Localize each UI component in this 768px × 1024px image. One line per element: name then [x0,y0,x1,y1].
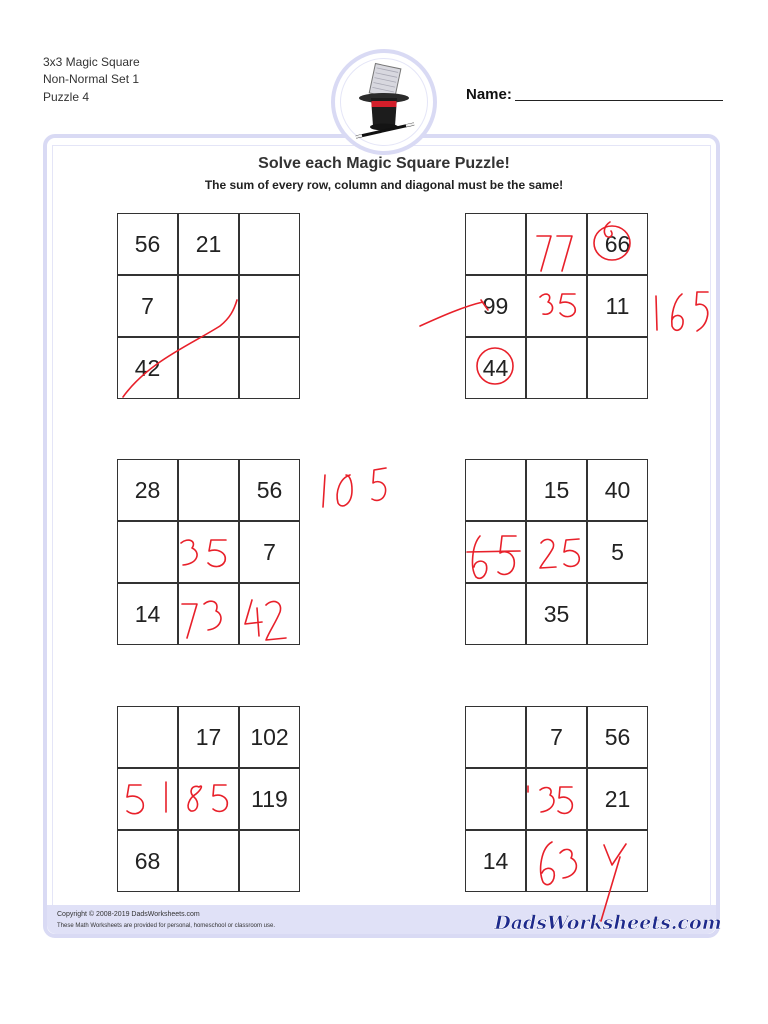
worksheet-instructions: The sum of every row, column and diagonal must be the same! [204,178,564,192]
magic-square-6 [465,706,648,893]
grid-cell[interactable] [178,337,239,399]
grid-cell[interactable] [465,521,526,583]
copyright-text: Copyright © 2008-2019 DadsWorksheets.com [57,911,200,918]
grid-cell[interactable] [526,337,587,399]
worksheet-type-label: 3x3 Magic Square [43,55,140,69]
grid-cell[interactable]: 56 [239,459,300,521]
grid-cell[interactable]: 7 [526,706,587,768]
grid-cell[interactable]: 21 [587,768,648,830]
site-logo [494,906,722,938]
name-label: Name: [466,86,512,103]
grid-cell[interactable] [117,706,178,768]
grid-cell[interactable] [587,830,648,892]
name-write-line [515,100,723,101]
grid-cell[interactable] [526,768,587,830]
puzzle-number-label: Puzzle 4 [43,90,90,104]
site-logo-text: DadsWorksheets.com [494,912,722,934]
grid-cell[interactable] [526,275,587,337]
grid-cell[interactable]: 17 [178,706,239,768]
grid-cell[interactable]: 66 [587,213,648,275]
grid-cell[interactable] [526,830,587,892]
magic-square-3 [117,459,300,646]
grid-cell[interactable]: 7 [117,275,178,337]
grid-cell[interactable]: 56 [117,213,178,275]
grid-cell[interactable] [465,583,526,645]
worksheet-title: Solve each Magic Square Puzzle! [258,155,510,172]
grid-cell[interactable]: 119 [239,768,300,830]
grid-cell[interactable] [178,583,239,645]
grid-cell[interactable] [117,521,178,583]
grid-cell[interactable] [465,459,526,521]
magic-square-2 [465,213,648,400]
grid-cell[interactable] [239,583,300,645]
grid-cell[interactable]: 40 [587,459,648,521]
grid-cell[interactable] [465,213,526,275]
grid-cell[interactable]: 14 [117,583,178,645]
grid-cell[interactable] [239,337,300,399]
grid-cell[interactable] [587,337,648,399]
grid-cell[interactable]: 14 [465,830,526,892]
grid-cell[interactable] [178,830,239,892]
grid-cell[interactable] [178,275,239,337]
grid-cell[interactable]: 5 [587,521,648,583]
grid-cell[interactable] [178,768,239,830]
grid-cell[interactable]: 7 [239,521,300,583]
grid-cell[interactable]: 35 [526,583,587,645]
grid-cell[interactable] [178,521,239,583]
grid-cell[interactable]: 11 [587,275,648,337]
grid-cell[interactable] [587,583,648,645]
magic-hat-icon [340,58,428,146]
grid-cell[interactable]: 15 [526,459,587,521]
worksheet-set-label: Non-Normal Set 1 [43,72,140,86]
grid-cell[interactable]: 44 [465,337,526,399]
grid-cell[interactable]: 99 [465,275,526,337]
grid-cell[interactable]: 102 [239,706,300,768]
grid-cell[interactable] [239,275,300,337]
grid-cell[interactable]: 68 [117,830,178,892]
magic-square-5 [117,706,300,893]
grid-cell[interactable] [526,213,587,275]
grid-cell[interactable] [178,459,239,521]
grid-cell[interactable] [117,768,178,830]
grid-cell[interactable]: 56 [587,706,648,768]
grid-cell[interactable] [465,768,526,830]
grid-cell[interactable] [465,706,526,768]
magic-square-1 [117,213,300,400]
grid-cell[interactable] [526,521,587,583]
usage-disclaimer: These Math Worksheets are provided for personal, homeschool or classroom use. [57,923,275,929]
grid-cell[interactable]: 42 [117,337,178,399]
grid-cell[interactable] [239,830,300,892]
grid-cell[interactable] [239,213,300,275]
grid-cell[interactable]: 28 [117,459,178,521]
magic-square-4 [465,459,648,646]
grid-cell[interactable]: 21 [178,213,239,275]
